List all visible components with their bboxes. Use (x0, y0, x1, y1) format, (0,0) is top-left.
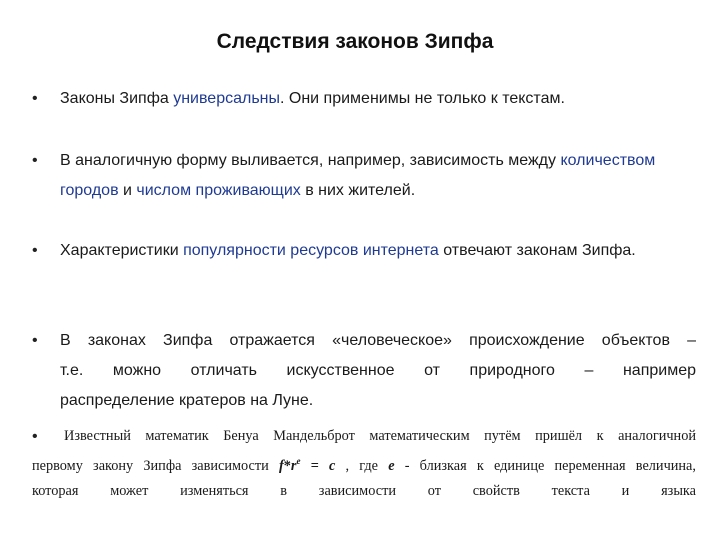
slide-title: Следствия законов Зипфа (216, 30, 494, 53)
formula-exp: e (296, 456, 301, 466)
text-span: . Они применимы не только к текстам. (280, 90, 565, 107)
text-line (32, 449, 696, 479)
formula-e: e (388, 457, 395, 474)
bullet-text (32, 424, 696, 504)
bullet-icon: • (32, 428, 38, 445)
bullet-icon: • (32, 242, 38, 259)
text-span: отвечают законам Зипфа. (438, 242, 636, 259)
bullet-human-origin (32, 326, 696, 416)
formula-eq: = c (300, 457, 336, 474)
text-span: - близкая к единице переменная величина, (394, 457, 696, 474)
highlight-residents: числом проживающих (136, 182, 301, 199)
bullet-text (60, 84, 696, 114)
bullet-text (60, 326, 696, 416)
formula-f: f (278, 457, 284, 474)
bullet-universality (32, 84, 696, 114)
bullet-icon: • (32, 90, 38, 107)
text-line: распределение кратеров на Луне. (60, 392, 314, 409)
formula-op: * (283, 457, 291, 474)
bullet-icon: • (32, 332, 38, 349)
text-span: в них жителей. (300, 182, 416, 199)
text-line: т.е. можно отличать искусственное от природного – например (60, 362, 696, 379)
bullet-cities (32, 146, 696, 206)
text-span: первому закону Зипфа зависимости (32, 457, 279, 474)
highlight-universal: универсальны (173, 90, 280, 107)
bullet-icon: • (32, 152, 38, 169)
bullet-text (60, 146, 696, 206)
bullet-text (60, 236, 696, 266)
text-line: Известный математик Бенуа Мандельброт математическим путём пришёл к аналогичной (64, 428, 696, 444)
text-span: Характеристики (60, 242, 184, 259)
highlight-cities: количеством городов (60, 152, 656, 199)
highlight-internet: популярности ресурсов интернета (183, 242, 439, 259)
text-line: которая может изменяться в зависимости от свойств текста и языка (32, 482, 696, 499)
bullet-mandelbrot (32, 424, 696, 504)
formula-r: r (290, 457, 297, 474)
text-span: , где (335, 457, 389, 474)
bullet-internet (32, 236, 696, 266)
text-span: В аналогичную форму выливается, например, зависимость между (60, 152, 561, 169)
text-span: и (118, 182, 137, 199)
text-span: Законы Зипфа (60, 90, 174, 107)
text-line: В законах Зипфа отражается «человеческое» происхождение объектов – (60, 332, 696, 349)
